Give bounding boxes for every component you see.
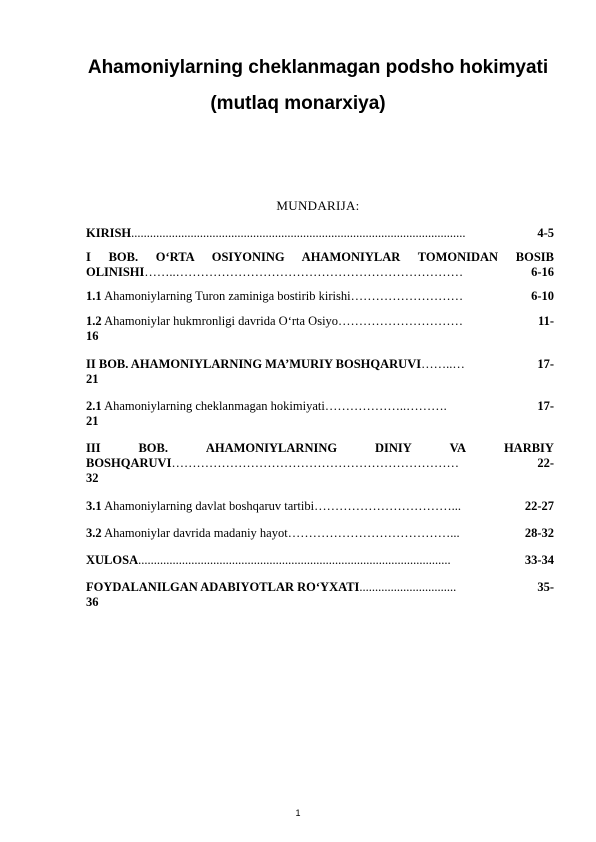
toc-page-1-1: 6-10 [531, 289, 554, 303]
toc-page-bob1: 6-16 [531, 265, 554, 279]
toc-heading: MUNDARIJA: [276, 198, 360, 213]
toc-entry-kirish[interactable]: KIRISH........................................................................................................... 4-5 [86, 226, 554, 240]
toc-page-bob2: 17- [537, 357, 554, 371]
toc-entry-1-1[interactable]: 1.1 Ahamoniylarning Turon zaminiga bostirib kirishi……………………… 6-10 [86, 289, 554, 303]
toc-entry-adabiyotlar[interactable]: FOYDALANILGAN ADABIYOTLAR RO‘YXATI............................... 35- 36 [86, 580, 554, 609]
page-number: 1 [295, 808, 301, 818]
toc-page-3-2: 28-32 [524, 526, 554, 540]
toc-entry-3-1[interactable]: 3.1 Ahamoniylarning davlat boshqaruv tartibi……………………………... 22-27 [86, 499, 554, 513]
toc-page-adabiyotlar: 35- [537, 580, 554, 594]
toc-entry-xulosa[interactable]: XULOSA.................................................................................................... 33-34 [86, 553, 554, 567]
toc-page-1-2: 11- [538, 314, 554, 328]
document-title: Ahamoniylarning cheklanmagan podsho hokimyati [87, 57, 549, 78]
toc-entry-1-2[interactable]: 1.2 Ahamoniylar hukmronligi davrida O‘rta Osiyo………………………… 11- 16 [86, 314, 554, 343]
toc-page-kirish: 4-5 [537, 226, 554, 240]
document-subtitle: (mutlaq monarxiya) [210, 93, 386, 114]
toc-entry-2-1[interactable]: 2.1 Ahamoniylarning cheklanmagan hokimiyati………………..………. 17- 21 [86, 399, 554, 428]
toc-entry-bob1[interactable]: I BOB. O‘RTA OSIYONING AHAMONIYLAR TOMONIDAN BOSIB OLINISHI……..…………………………………………………………… 6-16 [86, 250, 554, 279]
toc-page-3-1: 22-27 [524, 499, 554, 513]
toc-entry-bob2[interactable]: II BOB. AHAMONIYLARNING MA’MURIY BOSHQARUVI……..… 17- 21 [86, 357, 554, 386]
toc-page-bob3: 22- [537, 456, 554, 470]
toc-page-2-1: 17- [537, 399, 554, 413]
toc-entry-3-2[interactable]: 3.2 Ahamoniylar davrida madaniy hayot…………………………………... 28-32 [86, 526, 554, 540]
toc-page-xulosa: 33-34 [524, 553, 554, 567]
toc-entry-bob3[interactable]: III BOB. AHAMONIYLARNING DINIY VA HARBIY BOSHQARUVI…………………………………………………………… 22- 32 [86, 441, 554, 485]
